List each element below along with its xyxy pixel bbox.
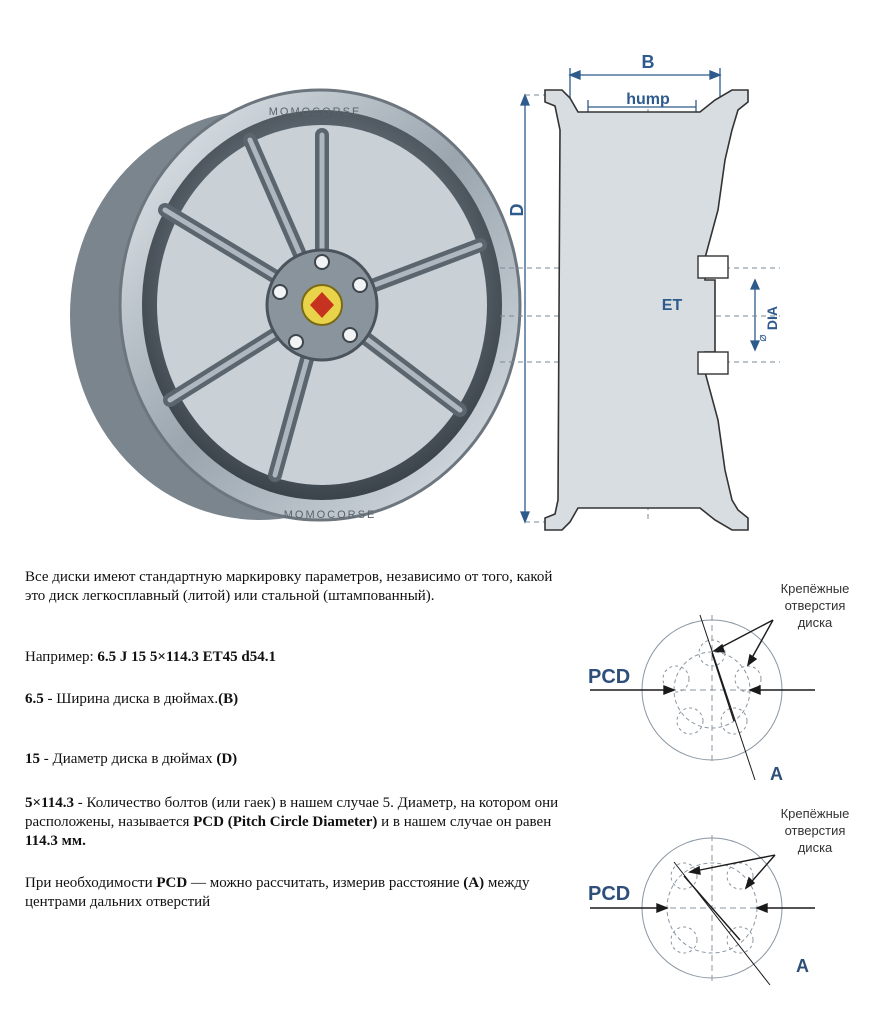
pcd-diagram-top	[570, 575, 870, 785]
label-dia: DIA	[764, 305, 780, 331]
label-d: D	[507, 203, 527, 217]
pcd-bottom-label: PCD	[588, 883, 631, 905]
label-et: ET	[661, 297, 683, 314]
calc-desc: — можно рассчитать, измерив расстояние	[187, 875, 464, 891]
label-b: B	[641, 52, 655, 72]
calc-paragraph	[25, 874, 565, 912]
label-dia-symbol: ⌀	[755, 334, 769, 342]
calc-prefix: При необходимости	[25, 875, 157, 891]
label-hump: hump	[626, 91, 670, 108]
example-prefix: Например:	[25, 649, 98, 665]
brand-text-top: MOMOCORSE	[268, 106, 362, 118]
diameter-desc: - Диаметр диска в дюймах	[40, 751, 217, 767]
pcd-bottom-holes-3: диска	[797, 840, 833, 855]
bolts-desc-2: и в нашем случае он равен	[377, 814, 552, 830]
rim-profile-diagram	[500, 40, 880, 560]
pcd-top-holes-1: Крепёжные	[780, 581, 850, 596]
bolts-pcd: PCD (Pitch Circle Diameter)	[193, 814, 378, 830]
diameter-line	[25, 750, 565, 769]
calc-pcd: PCD	[156, 875, 188, 891]
bolts-desc-1: - Количество болтов (или гаек) в нашем случае 5. Диаметр, на котором они расположены, называется	[25, 795, 559, 830]
width-line	[25, 690, 565, 709]
width-ref: (B)	[218, 691, 239, 707]
diameter-ref: (D)	[216, 751, 238, 767]
pcd-bottom-holes-2: отверстия	[784, 823, 846, 838]
brand-text-bottom: MOMOCORSE	[283, 509, 377, 521]
bolts-paragraph	[25, 794, 565, 851]
pcd-top-holes-2: отверстия	[784, 598, 846, 613]
pcd-bottom-holes-1: Крепёжные	[780, 806, 850, 821]
bolts-value: 5×114.3	[25, 795, 74, 811]
pcd-top-label: PCD	[588, 666, 631, 688]
intro-text: Все диски имеют стандартную маркировку параметров, независимо от того, какой это диск легкосплавный (литой) или стальной (штампованный).	[25, 569, 553, 604]
wheel-illustration	[60, 80, 540, 540]
bolts-mm: 114.3 мм.	[25, 833, 86, 849]
pcd-bottom-label-a: A	[796, 956, 809, 976]
hub-bore-bottom	[698, 352, 728, 374]
example-line	[25, 648, 565, 667]
intro-paragraph	[25, 568, 565, 606]
pcd-diagram-bottom	[570, 800, 870, 1010]
example-value: 6.5 J 15 5×114.3 ET45 d54.1	[97, 649, 276, 665]
width-value: 6.5	[25, 691, 44, 707]
diameter-value: 15	[25, 751, 40, 767]
rim-section	[545, 90, 748, 530]
pcd-top-label-a: A	[770, 764, 783, 784]
calc-a: (A)	[463, 875, 485, 891]
calc-end: между центрами дальних отверстий	[25, 875, 530, 910]
width-desc: - Ширина диска в дюймах.	[43, 691, 219, 707]
pcd-top-holes-3: диска	[797, 615, 833, 630]
hub-bore-top	[698, 256, 728, 278]
